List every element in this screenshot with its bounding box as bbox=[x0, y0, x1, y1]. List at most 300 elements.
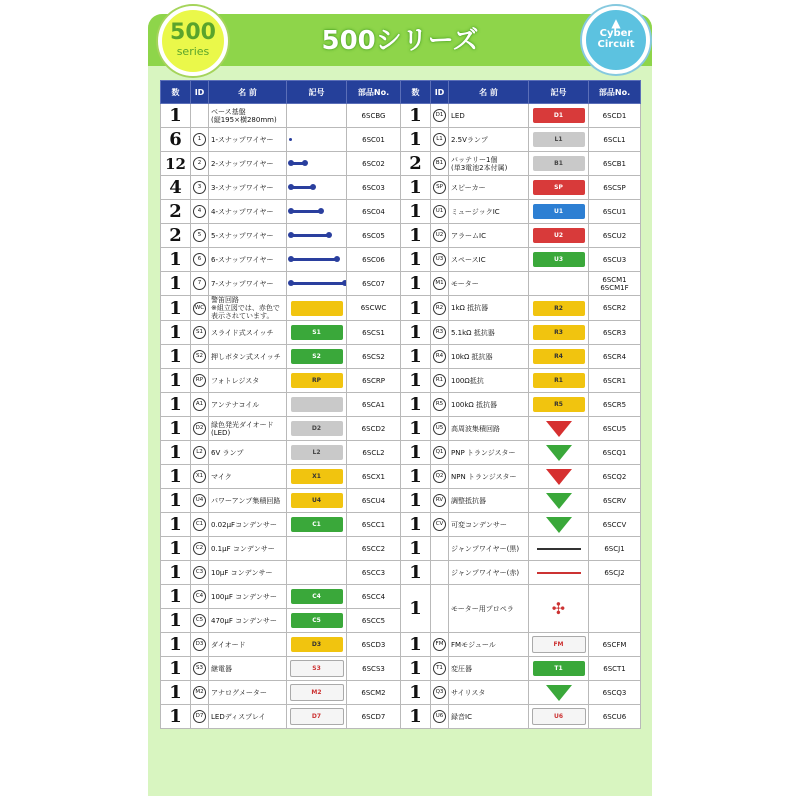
id-cell bbox=[431, 465, 449, 489]
part-number-cell bbox=[589, 104, 641, 128]
symbol-cell bbox=[287, 465, 347, 489]
qty-cell: 1 bbox=[161, 513, 191, 537]
col-header: 数 bbox=[401, 81, 431, 104]
snap-wire-symbol bbox=[289, 138, 292, 141]
part-number-cell bbox=[347, 465, 401, 489]
id-badge: Q3 bbox=[433, 686, 446, 699]
part-number-cell bbox=[589, 200, 641, 224]
symbol-cell bbox=[287, 657, 347, 681]
symbol-cell bbox=[287, 272, 347, 296]
table-row bbox=[161, 681, 641, 705]
symbol-cell bbox=[529, 224, 589, 248]
id-cell bbox=[191, 176, 209, 200]
qty-cell: 1 bbox=[161, 272, 191, 296]
symbol-cell bbox=[287, 537, 347, 561]
symbol-cell bbox=[529, 465, 589, 489]
table-row bbox=[161, 369, 641, 393]
part-symbol: R4 bbox=[533, 349, 585, 364]
symbol-cell bbox=[287, 176, 347, 200]
part-number-cell bbox=[347, 272, 401, 296]
name-cell bbox=[449, 417, 529, 441]
part-number-cell bbox=[347, 657, 401, 681]
part-symbol: SP bbox=[533, 180, 585, 195]
symbol-cell bbox=[287, 321, 347, 345]
part-number-cell bbox=[589, 657, 641, 681]
symbol-cell bbox=[287, 152, 347, 176]
symbol-cell bbox=[529, 441, 589, 465]
brand-line2: Circuit bbox=[597, 39, 635, 50]
qty-cell: 1 bbox=[161, 104, 191, 128]
part-number-cell bbox=[589, 369, 641, 393]
qty-cell: 1 bbox=[401, 681, 431, 705]
part-name: 5-スナップワイヤー bbox=[211, 231, 274, 240]
brand-line1: Cyber bbox=[599, 28, 633, 39]
id-badge: R5 bbox=[433, 398, 446, 411]
id-cell bbox=[431, 537, 449, 561]
symbol-cell bbox=[287, 128, 347, 152]
part-number: 6SC06 bbox=[362, 255, 385, 264]
id-cell bbox=[431, 561, 449, 585]
id-cell bbox=[191, 224, 209, 248]
part-number-cell bbox=[347, 537, 401, 561]
id-cell bbox=[191, 585, 209, 609]
id-badge: U2 bbox=[433, 229, 446, 242]
part-number: 6SC07 bbox=[362, 279, 385, 288]
snap-wire-symbol bbox=[290, 162, 306, 165]
part-number-cell bbox=[347, 224, 401, 248]
brand-badge bbox=[582, 6, 650, 74]
part-symbol: S1 bbox=[291, 325, 343, 340]
part-symbol: U1 bbox=[533, 204, 585, 219]
id-badge: A1 bbox=[193, 398, 206, 411]
name-cell bbox=[209, 417, 287, 441]
transistor-symbol bbox=[546, 469, 572, 485]
id-cell bbox=[191, 513, 209, 537]
name-cell bbox=[449, 321, 529, 345]
id-cell bbox=[431, 657, 449, 681]
name-cell bbox=[449, 224, 529, 248]
name-cell bbox=[449, 393, 529, 417]
table-row bbox=[161, 513, 641, 537]
part-number-cell bbox=[347, 561, 401, 585]
part-name: 100kΩ 抵抗器 bbox=[451, 400, 497, 409]
id-cell bbox=[431, 152, 449, 176]
part-number: 6SCU3 bbox=[602, 255, 627, 264]
part-name: 可変コンデンサー bbox=[451, 520, 507, 529]
name-cell bbox=[209, 657, 287, 681]
qty-cell: 1 bbox=[161, 585, 191, 609]
symbol-cell bbox=[529, 585, 589, 633]
part-name: LED bbox=[451, 111, 465, 120]
part-number: 6SCU6 bbox=[602, 712, 627, 721]
symbol-cell bbox=[529, 537, 589, 561]
table-row bbox=[161, 296, 641, 321]
name-cell bbox=[449, 296, 529, 321]
part-number-cell bbox=[589, 272, 641, 296]
id-badge: FM bbox=[433, 638, 446, 651]
part-name: スライド式スイッチ bbox=[211, 328, 274, 337]
id-badge: R1 bbox=[433, 374, 446, 387]
part-name: ミュージックIC bbox=[451, 207, 500, 216]
id-cell bbox=[431, 128, 449, 152]
part-name: 2.5Vランプ bbox=[451, 135, 488, 144]
qty-cell: 1 bbox=[401, 393, 431, 417]
id-cell bbox=[191, 321, 209, 345]
table-row bbox=[161, 224, 641, 248]
id-badge: C2 bbox=[193, 542, 206, 555]
series-badge-number: 500 bbox=[170, 20, 216, 45]
part-symbol: U4 bbox=[291, 493, 343, 508]
id-cell bbox=[191, 465, 209, 489]
id-badge: D2 bbox=[193, 422, 206, 435]
qty-cell: 1 bbox=[401, 585, 431, 633]
qty-cell: 1 bbox=[161, 489, 191, 513]
part-number: 6SCFM bbox=[602, 640, 627, 649]
name-cell bbox=[449, 248, 529, 272]
table-row bbox=[161, 705, 641, 729]
symbol-cell bbox=[529, 128, 589, 152]
name-cell bbox=[209, 465, 287, 489]
id-cell bbox=[191, 489, 209, 513]
qty-cell: 1 bbox=[401, 224, 431, 248]
id-badge: D1 bbox=[433, 109, 446, 122]
id-badge: M2 bbox=[193, 686, 206, 699]
part-symbol: S3 bbox=[290, 660, 344, 677]
part-name: アンテナコイル bbox=[211, 400, 260, 409]
id-cell bbox=[431, 321, 449, 345]
part-number-cell bbox=[589, 176, 641, 200]
qty-cell: 6 bbox=[161, 128, 191, 152]
part-name: PNP トランジスター bbox=[451, 448, 516, 457]
part-number-cell bbox=[347, 609, 401, 633]
part-name: 1-スナップワイヤー bbox=[211, 135, 274, 144]
part-symbol: T1 bbox=[533, 661, 585, 676]
series-badge-label: series bbox=[176, 45, 210, 58]
symbol-cell bbox=[287, 417, 347, 441]
id-cell bbox=[191, 609, 209, 633]
id-badge: U3 bbox=[433, 253, 446, 266]
table-row bbox=[161, 321, 641, 345]
name-cell bbox=[209, 296, 287, 321]
series-badge bbox=[158, 6, 228, 76]
part-symbol: FM bbox=[532, 636, 586, 653]
part-name: 継電器 bbox=[211, 664, 232, 673]
part-symbol: D7 bbox=[290, 708, 344, 725]
symbol-cell bbox=[529, 248, 589, 272]
symbol-cell bbox=[529, 633, 589, 657]
part-number-cell bbox=[589, 537, 641, 561]
part-symbol: R5 bbox=[533, 397, 585, 412]
id-cell bbox=[191, 369, 209, 393]
id-badge: U4 bbox=[193, 494, 206, 507]
symbol-cell bbox=[287, 489, 347, 513]
part-number-cell bbox=[347, 393, 401, 417]
name-cell bbox=[449, 657, 529, 681]
table-row bbox=[161, 585, 641, 609]
name-cell bbox=[209, 513, 287, 537]
col-header: 記号 bbox=[529, 81, 589, 104]
parts-table bbox=[160, 80, 641, 729]
part-symbol bbox=[291, 301, 343, 316]
id-cell bbox=[431, 200, 449, 224]
part-name: 2-スナップワイヤー bbox=[211, 159, 274, 168]
part-number-cell bbox=[589, 152, 641, 176]
qty-cell: 1 bbox=[161, 609, 191, 633]
graduation-cap-icon: ▲ bbox=[611, 16, 621, 30]
qty-cell: 1 bbox=[161, 633, 191, 657]
symbol-cell bbox=[287, 393, 347, 417]
name-cell bbox=[449, 513, 529, 537]
symbol-cell bbox=[287, 441, 347, 465]
qty-cell: 1 bbox=[161, 321, 191, 345]
qty-cell: 1 bbox=[401, 489, 431, 513]
id-cell bbox=[191, 248, 209, 272]
name-cell bbox=[209, 200, 287, 224]
qty-cell: 1 bbox=[161, 369, 191, 393]
part-number-cell bbox=[589, 681, 641, 705]
symbol-cell bbox=[287, 585, 347, 609]
id-cell bbox=[431, 345, 449, 369]
id-badge: D7 bbox=[193, 710, 206, 723]
name-cell bbox=[209, 321, 287, 345]
id-cell bbox=[431, 633, 449, 657]
id-cell bbox=[431, 441, 449, 465]
id-badge: R2 bbox=[433, 302, 446, 315]
col-header: 名 前 bbox=[449, 81, 529, 104]
part-name: 1kΩ 抵抗器 bbox=[451, 304, 489, 312]
name-cell bbox=[209, 128, 287, 152]
part-number: 6SCL1 bbox=[603, 135, 626, 144]
part-symbol: RP bbox=[291, 373, 343, 388]
name-cell bbox=[209, 585, 287, 609]
qty-cell: 1 bbox=[401, 104, 431, 128]
id-cell bbox=[191, 345, 209, 369]
name-cell bbox=[209, 561, 287, 585]
qty-cell: 2 bbox=[161, 224, 191, 248]
part-symbol: U6 bbox=[532, 708, 586, 725]
part-name: バッテリー1個 (単3電池2本付属) bbox=[451, 155, 508, 172]
part-number-cell bbox=[589, 128, 641, 152]
part-number: 6SCC3 bbox=[361, 568, 386, 577]
col-header: ID bbox=[191, 81, 209, 104]
part-name: マイク bbox=[211, 472, 232, 481]
qty-cell: 1 bbox=[401, 321, 431, 345]
name-cell bbox=[209, 609, 287, 633]
name-cell bbox=[449, 537, 529, 561]
part-number-cell bbox=[347, 152, 401, 176]
qty-cell: 1 bbox=[401, 176, 431, 200]
part-number-cell bbox=[589, 224, 641, 248]
part-name: 100μF コンデンサー bbox=[211, 592, 277, 601]
id-badge: U6 bbox=[433, 710, 446, 723]
table-row bbox=[161, 345, 641, 369]
part-number: 6SCQ1 bbox=[602, 448, 627, 457]
name-cell bbox=[449, 176, 529, 200]
part-name: 0.02μFコンデンサー bbox=[211, 520, 277, 529]
id-badge: C4 bbox=[193, 590, 206, 603]
part-number: 6SC01 bbox=[362, 135, 385, 144]
id-badge: B1 bbox=[433, 157, 446, 170]
id-badge: L2 bbox=[193, 446, 206, 459]
name-cell bbox=[209, 705, 287, 729]
part-number-cell bbox=[347, 489, 401, 513]
qty-cell: 1 bbox=[401, 513, 431, 537]
part-name: 100Ω抵抗 bbox=[451, 376, 484, 385]
part-number: 6SCR3 bbox=[602, 328, 627, 337]
id-badge: S2 bbox=[193, 350, 206, 363]
part-name: LEDディスプレイ bbox=[211, 712, 266, 721]
transistor-symbol bbox=[546, 517, 572, 533]
id-cell bbox=[191, 393, 209, 417]
id-badge: CV bbox=[433, 518, 446, 531]
part-number-cell bbox=[347, 176, 401, 200]
qty-cell: 1 bbox=[401, 657, 431, 681]
symbol-cell bbox=[529, 561, 589, 585]
symbol-cell bbox=[287, 200, 347, 224]
col-header: 名 前 bbox=[209, 81, 287, 104]
symbol-cell bbox=[287, 369, 347, 393]
part-number-cell bbox=[347, 633, 401, 657]
symbol-cell bbox=[529, 681, 589, 705]
part-symbol: S2 bbox=[291, 349, 343, 364]
part-name: 高周波集積回路 bbox=[451, 424, 500, 433]
part-number-cell bbox=[589, 441, 641, 465]
id-badge: SP bbox=[433, 181, 446, 194]
name-cell bbox=[449, 465, 529, 489]
symbol-cell bbox=[529, 104, 589, 128]
id-cell bbox=[191, 296, 209, 321]
part-name: 緑色発光ダイオード (LED) bbox=[211, 420, 274, 437]
part-number: 6SCS2 bbox=[362, 352, 385, 361]
part-number: 6SC02 bbox=[362, 159, 385, 168]
symbol-cell bbox=[287, 248, 347, 272]
id-cell bbox=[431, 585, 449, 633]
name-cell bbox=[449, 272, 529, 296]
part-number-cell bbox=[589, 393, 641, 417]
id-badge: L1 bbox=[433, 133, 446, 146]
id-badge: R3 bbox=[433, 326, 446, 339]
col-header: 部品No. bbox=[347, 81, 401, 104]
symbol-cell bbox=[287, 633, 347, 657]
jump-wire-symbol bbox=[537, 548, 581, 550]
part-number: 6SCC1 bbox=[361, 520, 386, 529]
qty-cell: 1 bbox=[161, 681, 191, 705]
qty-cell: 1 bbox=[401, 633, 431, 657]
part-name: 警笛回路 ※組立図では、赤色で 表示されています。 bbox=[211, 296, 280, 320]
part-number-cell bbox=[347, 200, 401, 224]
id-badge: X1 bbox=[193, 470, 206, 483]
part-number-cell bbox=[589, 248, 641, 272]
id-badge: C5 bbox=[193, 614, 206, 627]
name-cell bbox=[209, 441, 287, 465]
part-name: フォトレジスタ bbox=[211, 376, 260, 385]
part-name: 3-スナップワイヤー bbox=[211, 183, 274, 192]
table-row bbox=[161, 537, 641, 561]
id-badge: C1 bbox=[193, 518, 206, 531]
part-name: 5.1kΩ 抵抗器 bbox=[451, 328, 495, 337]
part-name: 0.1μF コンデンサー bbox=[211, 544, 275, 553]
id-badge: RP bbox=[193, 374, 206, 387]
id-badge: RV bbox=[433, 494, 446, 507]
symbol-cell bbox=[529, 321, 589, 345]
id-cell bbox=[431, 705, 449, 729]
part-number: 6SCU4 bbox=[361, 496, 386, 505]
symbol-cell bbox=[287, 705, 347, 729]
name-cell bbox=[449, 633, 529, 657]
part-name: サイリスタ bbox=[451, 688, 486, 697]
part-number: 6SCX1 bbox=[361, 472, 386, 481]
snap-wire-symbol bbox=[290, 282, 346, 285]
table-row bbox=[161, 248, 641, 272]
part-number: 6SC03 bbox=[362, 183, 385, 192]
part-number: 6SCQ2 bbox=[602, 472, 627, 481]
name-cell bbox=[209, 681, 287, 705]
part-number: 6SCR5 bbox=[602, 400, 627, 409]
part-symbol: X1 bbox=[291, 469, 343, 484]
table-row bbox=[161, 489, 641, 513]
qty-cell: 1 bbox=[161, 441, 191, 465]
id-cell bbox=[431, 369, 449, 393]
part-number: 6SCT1 bbox=[603, 664, 626, 673]
part-number-cell bbox=[347, 585, 401, 609]
id-badge: WC bbox=[193, 302, 206, 315]
qty-cell: 1 bbox=[401, 441, 431, 465]
id-cell bbox=[191, 561, 209, 585]
part-name: アナログメーター bbox=[211, 688, 267, 697]
id-badge: M1 bbox=[433, 277, 446, 290]
part-name: 10kΩ 抵抗器 bbox=[451, 352, 493, 361]
name-cell bbox=[209, 272, 287, 296]
part-number-cell bbox=[347, 513, 401, 537]
name-cell bbox=[209, 224, 287, 248]
qty-cell: 1 bbox=[401, 128, 431, 152]
qty-cell: 1 bbox=[161, 296, 191, 321]
part-number: 6SCL2 bbox=[362, 448, 385, 457]
qty-cell: 12 bbox=[161, 152, 191, 176]
symbol-cell bbox=[287, 681, 347, 705]
id-badge: U1 bbox=[433, 205, 446, 218]
qty-cell: 1 bbox=[161, 537, 191, 561]
symbol-cell bbox=[287, 224, 347, 248]
part-number: 6SCQ3 bbox=[602, 688, 627, 697]
id-badge: 5 bbox=[193, 229, 206, 242]
col-header: 記号 bbox=[287, 81, 347, 104]
transistor-symbol bbox=[546, 421, 572, 437]
table-row bbox=[161, 152, 641, 176]
id-cell bbox=[191, 200, 209, 224]
part-name: 押しボタン式スイッチ bbox=[211, 352, 281, 361]
symbol-cell bbox=[529, 345, 589, 369]
qty-cell: 1 bbox=[401, 369, 431, 393]
symbol-cell bbox=[529, 417, 589, 441]
name-cell bbox=[209, 176, 287, 200]
col-header: 数 bbox=[161, 81, 191, 104]
id-cell bbox=[191, 705, 209, 729]
symbol-cell bbox=[529, 705, 589, 729]
part-number-cell bbox=[347, 104, 401, 128]
part-name: モーター bbox=[451, 279, 479, 288]
table-row bbox=[161, 128, 641, 152]
part-symbol bbox=[291, 397, 343, 412]
name-cell bbox=[449, 128, 529, 152]
qty-cell: 2 bbox=[401, 152, 431, 176]
part-number-cell bbox=[347, 417, 401, 441]
part-name: パワーアンプ集積回路 bbox=[211, 496, 281, 505]
qty-cell: 1 bbox=[161, 248, 191, 272]
part-name: 6V ランプ bbox=[211, 448, 244, 457]
id-badge: 7 bbox=[193, 277, 206, 290]
symbol-cell bbox=[529, 296, 589, 321]
